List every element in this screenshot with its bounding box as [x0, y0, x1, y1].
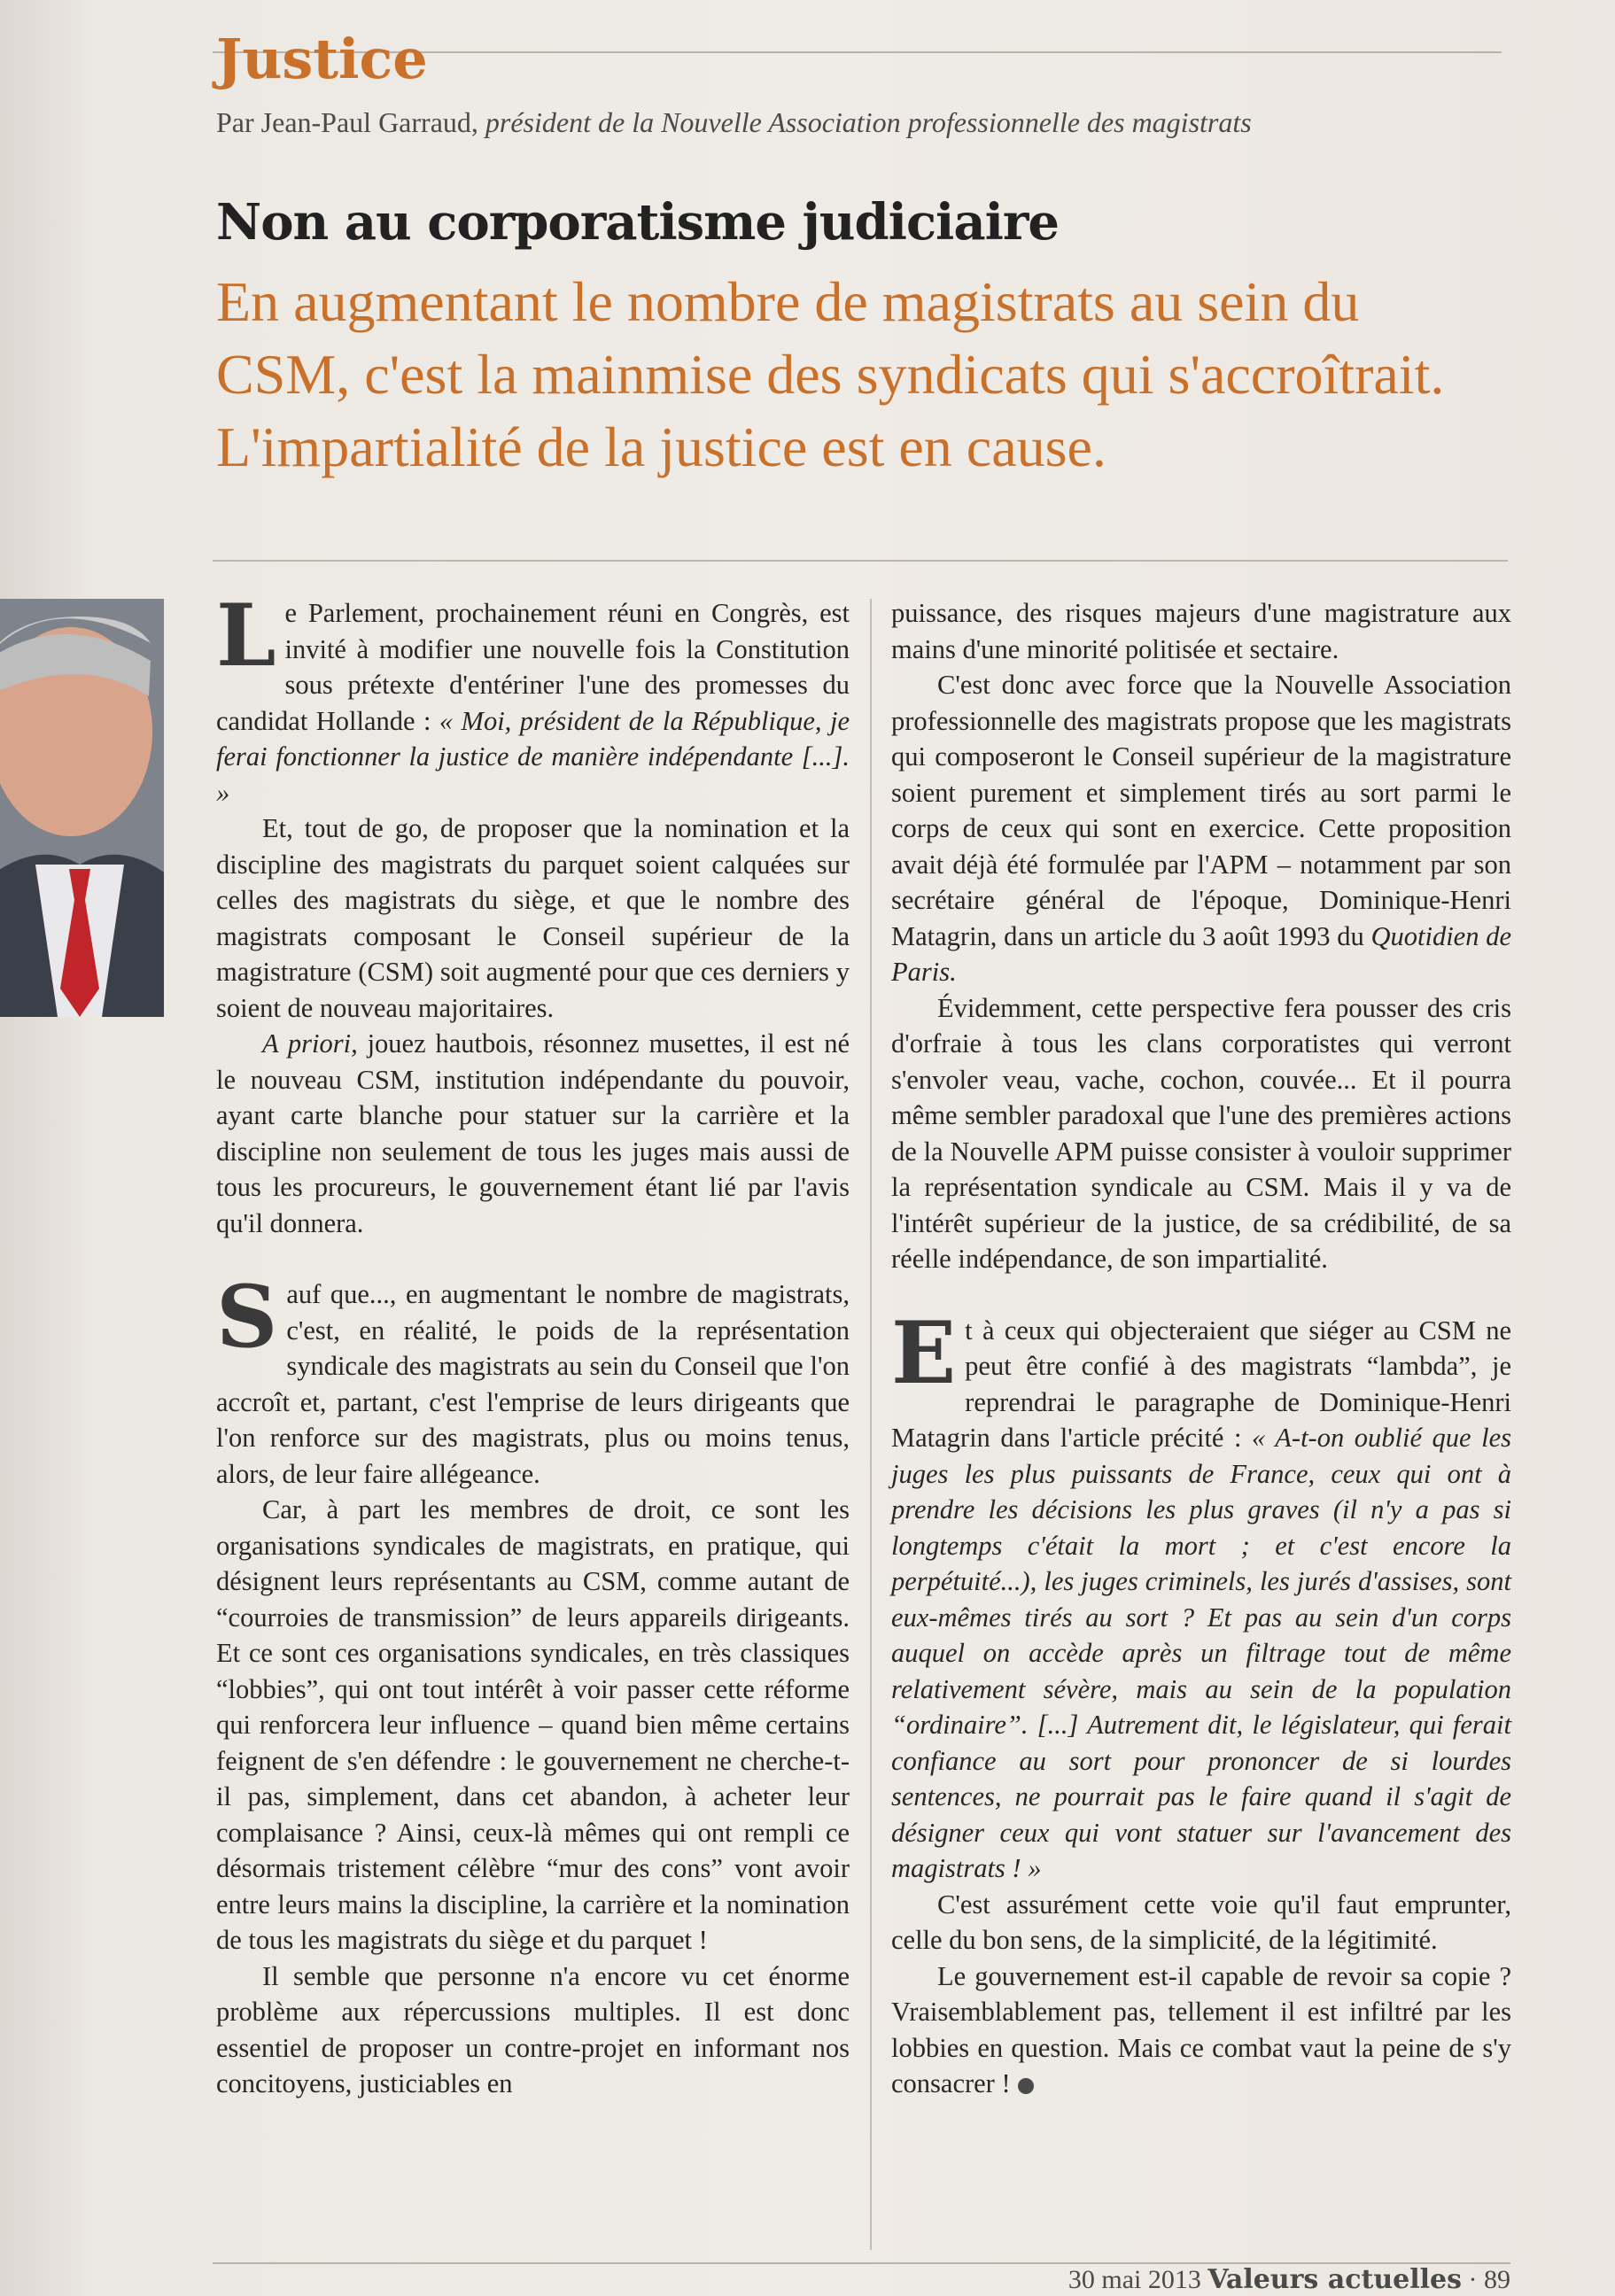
- paragraph: A priori, jouez hautbois, résonnez musettes, il est né le nouveau CSM, institution indépendante du pouvoir, ayant carte blanche pour statuer sur la carrière et la discipline non seulement de tous les juges mais aussi de tous les procureurs, le gouvernement étant lié par l'avis qu'il donnera.: [216, 1028, 850, 1238]
- paragraph: Il semble que personne n'a encore vu cet énorme problème aux répercussions multiples. Il est donc essentiel de proposer un contre-projet en informant nos concitoyens, justiciables en: [216, 1960, 850, 2098]
- paragraph: Et, tout de go, de proposer que la nomination et la discipline des magistrats du parquet soient calquées sur celles des magistrats du siège, et que le nombre des magistrats composant le Conseil supérieur de la magistrature (CSM) soit augmenté pour que ces derniers y soient de nouveau majoritaires.: [216, 813, 850, 1023]
- article-headline: Non au corporatisme judiciaire: [216, 193, 1060, 252]
- footer-date: 30 mai 2013: [1068, 2265, 1201, 2294]
- column-divider: [870, 599, 872, 2250]
- paragraph: C'est donc avec force que la Nouvelle Association professionnelle des magistrats propose que les magistrats qui composeront le Conseil supérieur de la magistrature soient purement et simplement tirés au sort parmi le corps de ceux qui sont en exercice. Cette proposition avait déjà été formulée par l'APM – notamment par son secrétaire général de l'époque, Dominique-Henri Matagrin, dans un article du 3 août 1993 du Quotidien de Paris.: [891, 670, 1511, 987]
- column-right: [891, 595, 1511, 2102]
- page-footer: [1068, 2264, 1510, 2295]
- footer-page-number: · 89: [1468, 2265, 1510, 2294]
- end-mark-icon: [1018, 2078, 1034, 2094]
- header-divider: [213, 560, 1508, 562]
- paragraph: puissance, des risques majeurs d'une magistrature aux mains d'une minorité politisée et sectaire.: [891, 598, 1511, 664]
- byline: [216, 106, 1510, 139]
- drop-cap: E: [891, 1302, 957, 1403]
- paragraph-section: Sauf que..., en augmentant le nombre de magistrats, c'est, en réalité, le poids de la représentation syndicale des magistrats au sein du Conseil que l'on accroît et, partant, c'est l'emprise de leurs dirigeants que l'on renforce sur des magistrats, plus ou moins tenus, alors, de leur faire allégeance.: [216, 1267, 850, 1489]
- article-standfirst: En augmentant le nombre de magistrats au sein du CSM, c'est la mainmise des syndicats qui s'accroîtrait. L'impartialité de la justice est en cause.: [216, 270, 1445, 478]
- section-rubric: Justice: [216, 27, 428, 91]
- paragraph: Évidemment, cette perspective fera pousser des cris d'orfraie à tous les clans corporatistes qui verront s'envoler veau, vache, cochon, couvée... Et il pourra même sembler paradoxal que l'une des premières actions de la Nouvelle APM puisse consister à vouloir supprimer la représentation syndicale au CSM. Mais il y va de l'intérêt supérieur de la justice, de sa crédibilité, de sa réelle indépendance, de son impartialité.: [891, 992, 1511, 1274]
- paragraph: C'est assurément cette voie qu'il faut emprunter, celle du bon sens, de la simplicité, de la légitimité.: [891, 1889, 1511, 1955]
- quote-hollande: « Moi, président de la République, je ferai fonctionner la justice de manière indépendante [...]. »: [216, 705, 850, 808]
- paragraph-intro: Le Parlement, prochainement réuni en Congrès, est invité à modifier une nouvelle fois la Constitution sous prétexte d'entériner l'une des promesses du candidat Hollande : « Moi, président de la République, je ferai fonctionner la justice de manière indépendante [...]. »: [216, 586, 850, 808]
- drop-cap: L: [216, 586, 276, 686]
- author-photo: [0, 599, 164, 1017]
- footer-magazine: Valeurs actuelles: [1207, 2264, 1462, 2295]
- quote-matagrin: « A-t-on oublié que les juges les plus puissants de France, ceux qui ont à prendre les décisions les plus graves (il n'y a pas si longtemps c'était la mort ; et c'est encore la perpétuité...), les juges criminels, les jurés d'assises, sont eux-mêmes tirés au sort ? Et pas au sein d'un corps auquel on accède après un filtrage tout de même relativement sévère, mais au sein de la population “ordinaire”. [...] Autrement dit, le législateur, qui ferait confiance au sort pour prononcer de si lourdes sentences, ne pourrait pas le faire quand il s'agit de désigner ceux qui vont statuer sur l'avancement des magistrats ! »: [891, 1423, 1511, 1883]
- drop-cap: S: [216, 1267, 278, 1367]
- byline-author: Par Jean-Paul Garraud,: [216, 106, 478, 138]
- paragraph-closing: Le gouvernement est-il capable de revoir sa copie ? Vraisemblablement pas, tellement il est infiltré par les lobbies en question. Mais ce combat vaut la peine de s'y consacrer !: [891, 1960, 1511, 2098]
- paragraph-section: Et à ceux qui objecteraient que siéger au CSM ne peut être confié à des magistrats “lambda”, je reprendrai le paragraphe de Dominique-Henri Matagrin dans l'article précité : « A-t-on oublié que les juges les plus puissants de France, ceux qui ont à prendre les décisions les plus graves (il n'y a pas si longtemps c'était la mort ; et c'est encore la perpétuité...), les juges criminels, les jurés d'assises, sont eux-mêmes tirés au sort ? Et pas au sein d'un corps auquel on accède après un filtrage tout de même relativement sévère, mais au sein de la population “ordinaire”. [...] Autrement dit, le législateur, qui ferait confiance au sort pour prononcer de si lourdes sentences, ne pourrait pas le faire quand il s'agit de désigner ceux qui vont statuer sur l'avancement des magistrats ! »: [891, 1302, 1511, 1883]
- paragraph: Car, à part les membres de droit, ce sont les organisations syndicales de magistrats, en pratique, qui désignent leurs représentants au CSM, comme autant de “courroies de transmission” de leurs appareils dirigeants. Et ce sont ces organisations syndicales, en très classiques “lobbies”, qui ont tout intérêt à voir passer cette réforme qui renforcera leur influence – quand bien même certains feignent de s'en défendre : le gouvernement ne cherche-t-il pas, simplement, dans cet abandon, à acheter leur complaisance ? Ainsi, ceux-là mêmes qui ont rempli ce désormais tristement célèbre “mur des cons” vont avoir entre leurs mains la discipline, la carrière et la nomination de tous les magistrats du siège et du parquet !: [216, 1494, 850, 1955]
- author-portrait-illustration: [0, 599, 164, 1017]
- column-left: [216, 586, 850, 2102]
- byline-role: président de la Nouvelle Association professionnelle des magistrats: [485, 106, 1252, 138]
